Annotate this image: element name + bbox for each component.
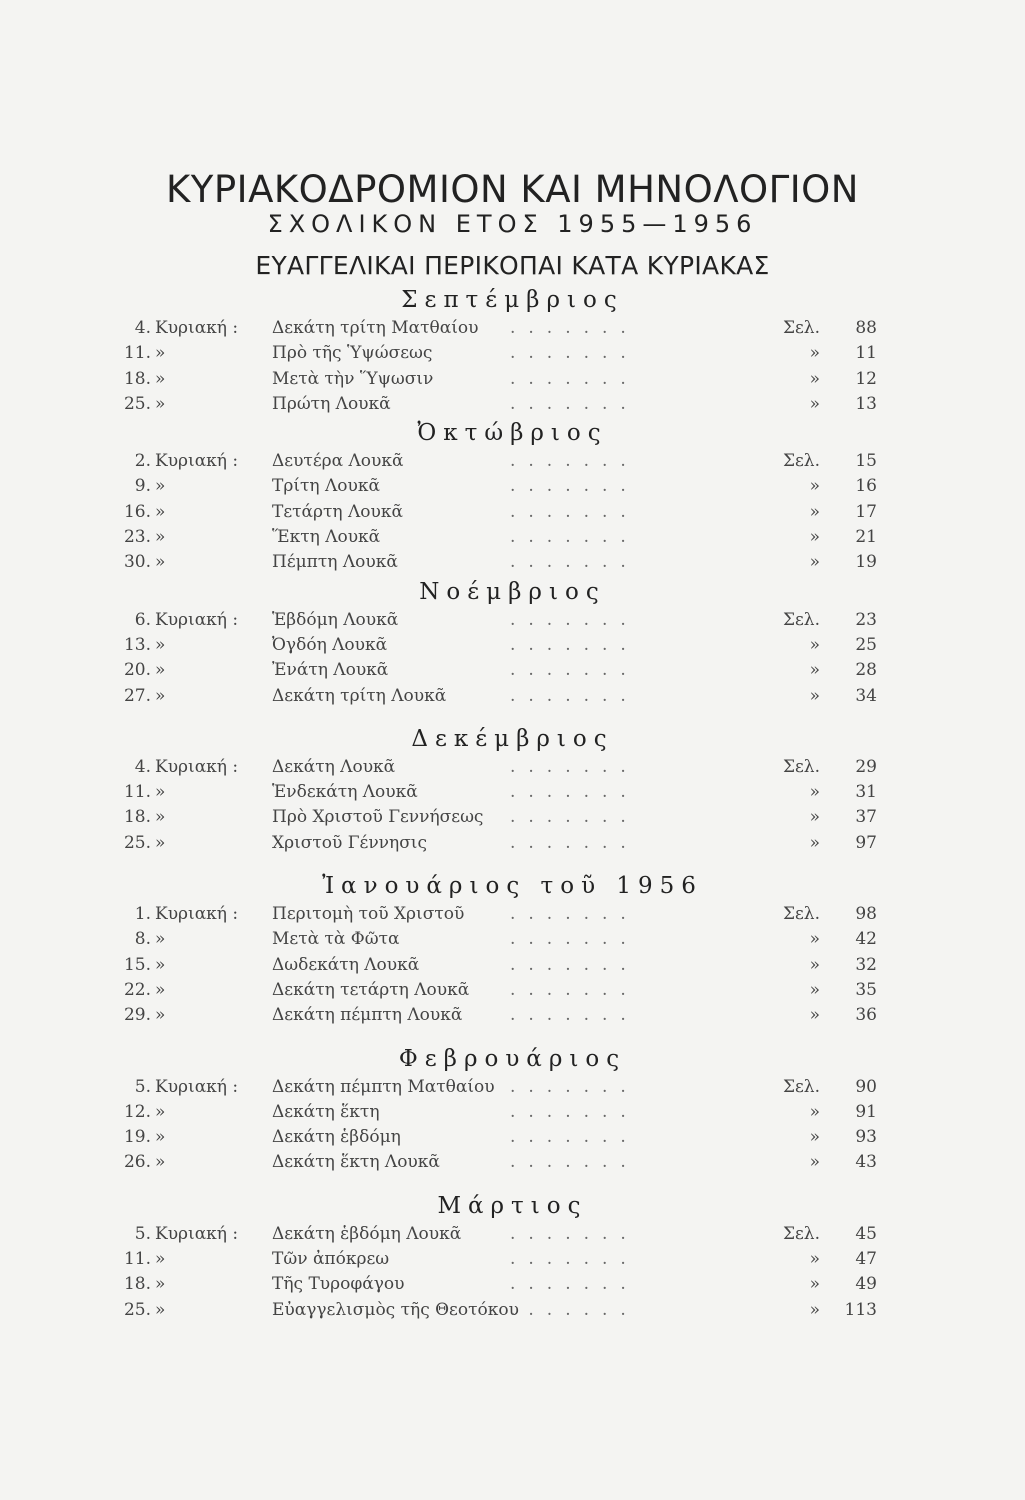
entry-weekday: Κυριακή : (155, 609, 239, 630)
entry-row (0, 927, 1025, 952)
entry-weekday: » (155, 501, 166, 522)
entry-row (0, 367, 1025, 392)
entry-weekday: » (155, 393, 166, 414)
entry-page-label: » (809, 393, 820, 414)
entry-page-label: » (809, 634, 820, 655)
entry-title: Δεκάτη ἕκτη (272, 1101, 380, 1122)
calendar-listing (0, 284, 1025, 1323)
entry-page-number: 25 (855, 634, 877, 655)
entry-page-label: Σελ. (782, 756, 820, 777)
entry-weekday: » (155, 527, 166, 548)
dot-leader: ....... (510, 393, 639, 414)
entry-page-number: 93 (855, 1127, 877, 1148)
entry-day: 16. (123, 501, 151, 522)
entry-day: 15. (123, 954, 151, 975)
entry-title: Δεκάτη ἑβδόμη Λουκᾶ (272, 1223, 462, 1244)
entry-row (0, 831, 1025, 856)
entry-row (0, 1003, 1025, 1028)
dot-leader: ....... (510, 1249, 639, 1270)
entry-page-number: 49 (855, 1274, 877, 1295)
entry-page-label: » (809, 552, 820, 573)
dot-leader: ....... (510, 954, 639, 975)
dot-leader: ....... (510, 832, 639, 853)
entry-day: 9. (134, 476, 151, 497)
entry-weekday: » (155, 634, 166, 655)
entry-day: 18. (123, 368, 151, 389)
dot-leader: ....... (510, 501, 639, 522)
dot-leader: ....... (510, 527, 639, 548)
entry-title: Δωδεκάτη Λουκᾶ (272, 954, 420, 975)
entry-weekday: » (155, 1152, 166, 1173)
dot-leader: ....... (510, 756, 639, 777)
entry-page-number: 29 (855, 756, 877, 777)
entry-row (0, 550, 1025, 575)
entry-row (0, 658, 1025, 683)
entry-page-number: 23 (855, 609, 877, 630)
dot-leader: ....... (510, 1274, 639, 1295)
dot-leader: ....... (510, 451, 639, 472)
entry-page-label: Σελ. (782, 1076, 820, 1097)
entry-title: Τῶν ἀπόκρεω (272, 1249, 390, 1270)
entry-page-label: » (809, 368, 820, 389)
entry-day: 5. (134, 1076, 151, 1097)
entry-title: Πρὸ τῆς Ὑψώσεως (272, 343, 433, 364)
entry-weekday: » (155, 685, 166, 706)
entry-weekday: » (155, 929, 166, 950)
month-heading: Νοέμβριος (419, 578, 606, 605)
entry-row (0, 608, 1025, 633)
entry-page-label: » (809, 807, 820, 828)
dot-leader: ....... (510, 1076, 639, 1097)
school-year-title: ΣΧΟΛΙΚΟΝ ΕΤΟΣ 1955—1956 (267, 210, 758, 238)
entry-title: Τετάρτη Λουκᾶ (272, 501, 403, 522)
entry-page-label: Σελ. (782, 318, 820, 338)
entry-page-label: » (809, 685, 820, 706)
entry-row (0, 1247, 1025, 1272)
entry-day: 18. (123, 1274, 151, 1295)
dot-leader: ....... (510, 1299, 639, 1320)
entry-day: 30. (123, 552, 151, 573)
entry-weekday: » (155, 979, 166, 1000)
entry-page-number: 91 (855, 1101, 877, 1122)
entry-weekday: » (155, 807, 166, 828)
entry-title: Πρὸ Χριστοῦ Γεννήσεως (272, 807, 484, 828)
entry-page-label: » (809, 832, 820, 853)
entry-title: Μετὰ τὰ Φῶτα (272, 929, 400, 950)
entry-day: 23. (123, 527, 151, 548)
entry-page-label: » (809, 1005, 820, 1026)
entry-day: 6. (134, 609, 151, 630)
entry-title: Τρίτη Λουκᾶ (272, 476, 380, 497)
entry-row (0, 392, 1025, 417)
dot-leader: ....... (510, 1005, 639, 1026)
section-title: ΕΥΑΓΓΕΛΙΚΑΙ ΠΕΡΙΚΟΠΑΙ ΚΑΤΑ ΚΥΡΙΑΚΑΣ (255, 251, 770, 280)
entry-row (0, 902, 1025, 927)
entry-day: 19. (123, 1127, 151, 1148)
entry-title: Πέμπτη Λουκᾶ (272, 552, 398, 573)
entry-page-number: 113 (844, 1299, 877, 1320)
entry-row (0, 1298, 1025, 1323)
entry-day: 2. (134, 451, 151, 472)
entry-page-number: 11 (855, 343, 877, 364)
entry-day: 8. (134, 929, 151, 950)
month-heading: Φεβρουάριος (398, 1045, 627, 1072)
month-heading: Μάρτιος (437, 1192, 588, 1219)
entry-day: 13. (123, 634, 151, 655)
entry-day: 29. (123, 1005, 151, 1026)
entry-row (0, 341, 1025, 366)
entry-page-number: 17 (855, 501, 877, 522)
entry-title: Ἕκτη Λουκᾶ (272, 527, 381, 548)
entry-page-number: 34 (855, 685, 877, 706)
entry-row (0, 755, 1025, 780)
entry-row (0, 978, 1025, 1003)
entry-row (0, 449, 1025, 474)
dot-leader: ....... (510, 1152, 639, 1173)
entry-weekday: Κυριακή : (155, 756, 239, 777)
entry-page-number: 31 (855, 782, 877, 803)
entry-title: Δεκάτη τετάρτη Λουκᾶ (272, 979, 470, 1000)
dot-leader: ....... (510, 1101, 639, 1122)
entry-title: Δευτέρα Λουκᾶ (272, 451, 404, 472)
dot-leader: ....... (510, 807, 639, 828)
entry-page-label: Σελ. (782, 609, 820, 630)
dot-leader: ....... (510, 634, 639, 655)
entry-page-label: Σελ. (782, 451, 820, 472)
entry-weekday: » (155, 552, 166, 573)
entry-page-number: 12 (855, 368, 877, 389)
entry-day: 26. (123, 1152, 151, 1173)
entry-weekday: » (155, 1249, 166, 1270)
entry-weekday: » (155, 660, 166, 681)
entry-page-label: » (809, 527, 820, 548)
entry-title: Ἑβδόμη Λουκᾶ (272, 609, 399, 630)
entry-title: Πρώτη Λουκᾶ (272, 393, 391, 414)
entry-page-number: 13 (855, 393, 877, 414)
entry-page-number: 90 (855, 1076, 877, 1097)
entry-row (0, 1125, 1025, 1150)
entry-row (0, 316, 1025, 341)
dot-leader: ....... (510, 685, 639, 706)
entry-day: 4. (134, 318, 151, 338)
dot-leader: ....... (510, 929, 639, 950)
entry-title: Μετὰ τὴν Ὕψωσιν (272, 368, 434, 389)
main-title: ΚΥΡΙΑΚΟΔΡΟΜΙΟΝ ΚΑΙ ΜΗΝΟΛΟΓΙΟΝ (166, 168, 859, 211)
dot-leader: ....... (510, 979, 639, 1000)
entry-weekday: » (155, 1299, 166, 1320)
entry-weekday: » (155, 343, 166, 364)
entry-day: 4. (134, 756, 151, 777)
entry-day: 5. (134, 1223, 151, 1244)
entry-page-label: » (809, 1152, 820, 1173)
entry-page-number: 47 (855, 1249, 877, 1270)
entry-page-number: 88 (855, 318, 877, 338)
entry-page-number: 32 (855, 954, 877, 975)
entry-title: Εὐαγγελισμὸς τῆς Θεοτόκου (272, 1299, 519, 1320)
entry-title: Δεκάτη τρίτη Λουκᾶ (272, 685, 447, 706)
entry-title: Τῆς Τυροφάγου (272, 1274, 405, 1295)
entry-title: Ἐνάτη Λουκᾶ (272, 660, 389, 681)
entry-day: 11. (123, 1249, 151, 1270)
entry-day: 25. (123, 1299, 151, 1320)
entry-day: 25. (123, 832, 151, 853)
entry-page-label: » (809, 954, 820, 975)
entry-page-label: » (809, 1274, 820, 1295)
entry-day: 18. (123, 807, 151, 828)
entry-page-number: 43 (855, 1152, 877, 1173)
entry-weekday: » (155, 1127, 166, 1148)
dot-leader: ....... (510, 552, 639, 573)
entry-row (0, 500, 1025, 525)
entry-page-number: 15 (855, 451, 877, 472)
entry-title: Δεκάτη Λουκᾶ (272, 756, 396, 777)
entry-row (0, 953, 1025, 978)
entry-day: 1. (134, 904, 151, 925)
entry-page-number: 45 (855, 1223, 877, 1244)
entry-title: Δεκάτη ἕκτη Λουκᾶ (272, 1152, 440, 1173)
dot-leader: ....... (510, 1127, 639, 1148)
dot-leader: ....... (510, 318, 639, 338)
entry-row (0, 1272, 1025, 1297)
month-heading: Ὀκτώβριος (417, 420, 608, 447)
dot-leader: ....... (510, 609, 639, 630)
entry-page-label: » (809, 476, 820, 497)
entry-row (0, 1222, 1025, 1247)
month-heading: Σεπτέμβριος (401, 287, 624, 313)
entry-weekday: Κυριακή : (155, 904, 239, 925)
dot-leader: ....... (510, 368, 639, 389)
entry-day: 12. (123, 1101, 151, 1122)
entry-day: 20. (123, 660, 151, 681)
dot-leader: ....... (510, 904, 639, 925)
entry-weekday: » (155, 1101, 166, 1122)
entry-page-label: » (809, 1127, 820, 1148)
entry-title: Περιτομὴ τοῦ Χριστοῦ (272, 904, 465, 925)
entry-row (0, 805, 1025, 830)
entry-page-label: » (809, 979, 820, 1000)
entry-page-label: » (809, 1299, 820, 1320)
dot-leader: ....... (510, 476, 639, 497)
entry-day: 25. (123, 393, 151, 414)
entry-day: 11. (123, 782, 151, 803)
entry-weekday: » (155, 782, 166, 803)
dot-leader: ....... (510, 782, 639, 803)
entry-title: Χριστοῦ Γέννησις (272, 832, 427, 853)
entry-row (0, 474, 1025, 499)
entry-page-label: » (809, 929, 820, 950)
entry-row (0, 633, 1025, 658)
entry-title: Δεκάτη πέμπτη Λουκᾶ (272, 1005, 463, 1026)
entry-page-number: 97 (855, 832, 877, 853)
entry-row (0, 1150, 1025, 1175)
entry-weekday: » (155, 1274, 166, 1295)
entry-title: Ὀγδόη Λουκᾶ (272, 634, 388, 655)
entry-page-label: Σελ. (782, 904, 820, 925)
entry-title: Δεκάτη ἑβδόμη (272, 1127, 401, 1148)
entry-page-label: » (809, 1249, 820, 1270)
entry-weekday: Κυριακή : (155, 318, 239, 338)
entry-page-label: Σελ. (782, 1223, 820, 1244)
dot-leader: ....... (510, 343, 639, 364)
entry-title: Ἑνδεκάτη Λουκᾶ (272, 782, 418, 803)
entry-row (0, 780, 1025, 805)
entry-row (0, 1100, 1025, 1125)
entry-page-number: 98 (855, 904, 877, 925)
entry-weekday: Κυριακή : (155, 1223, 239, 1244)
entry-page-number: 42 (855, 929, 877, 950)
dot-leader: ....... (510, 1223, 639, 1244)
month-heading: Ἰανουάριος τοῦ 1956 (322, 873, 703, 900)
entry-row (0, 684, 1025, 709)
entry-page-label: » (809, 501, 820, 522)
entry-day: 27. (123, 685, 151, 706)
entry-weekday: » (155, 1005, 166, 1026)
entry-page-label: » (809, 343, 820, 364)
entry-page-number: 35 (855, 979, 877, 1000)
entry-page-number: 16 (855, 476, 877, 497)
entry-page-label: » (809, 782, 820, 803)
entry-page-label: » (809, 660, 820, 681)
entry-weekday: Κυριακή : (155, 451, 239, 472)
entry-title: Δεκάτη τρίτη Ματθαίου (272, 318, 479, 338)
entry-row (0, 1075, 1025, 1100)
entry-row (0, 525, 1025, 550)
dot-leader: ....... (510, 660, 639, 681)
entry-page-label: » (809, 1101, 820, 1122)
entry-weekday: » (155, 476, 166, 497)
entry-weekday: » (155, 368, 166, 389)
month-heading: Δεκέμβριος (411, 725, 614, 752)
entry-page-number: 21 (855, 527, 877, 548)
entry-page-number: 37 (855, 807, 877, 828)
entry-day: 11. (123, 343, 151, 364)
entry-page-number: 36 (855, 1005, 877, 1026)
entry-weekday: Κυριακή : (155, 1076, 239, 1097)
entry-day: 22. (123, 979, 151, 1000)
entry-weekday: » (155, 954, 166, 975)
entry-weekday: » (155, 832, 166, 853)
entry-title: Δεκάτη πέμπτη Ματθαίου (272, 1076, 495, 1097)
entry-page-number: 28 (855, 660, 877, 681)
entry-page-number: 19 (855, 552, 877, 573)
